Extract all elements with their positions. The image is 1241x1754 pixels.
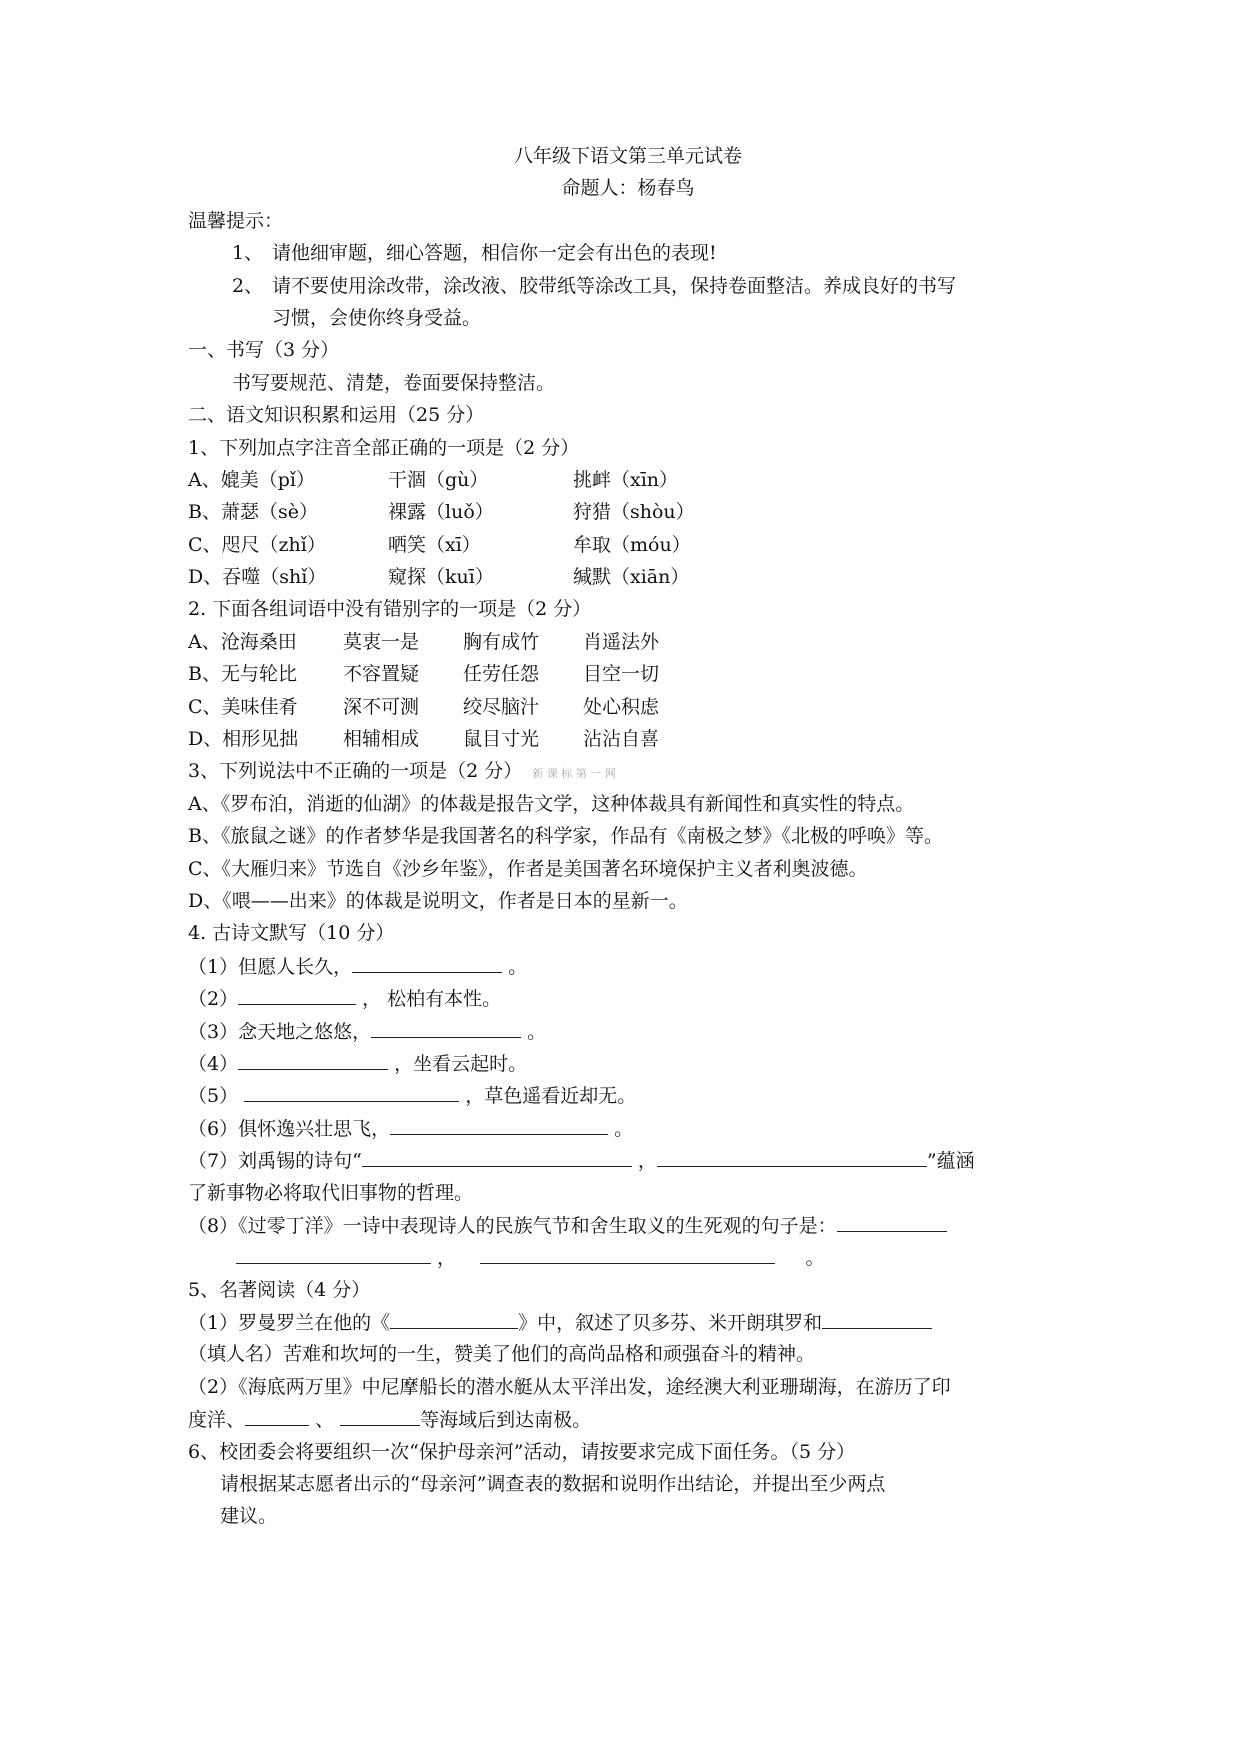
q4-item-8-cont: ， 。 [188, 1241, 1068, 1273]
answer-blank[interactable] [371, 1015, 521, 1038]
answer-blank[interactable] [362, 1144, 632, 1167]
q4-item-4: （4） ，坐看云起时。 [188, 1047, 1068, 1079]
q2-stem: 2. 下面各组词语中没有错别字的一项是（2 分） [188, 598, 592, 621]
exam-author: 命题人：杨春鸟 [561, 177, 695, 200]
q4-item-6: （6）俱怀逸兴壮思飞， 。 [188, 1112, 1068, 1144]
q4-item-3: （3）念天地之悠悠， 。 [188, 1015, 1068, 1047]
q6-line-2: 建议。 [220, 1505, 278, 1528]
answer-blank[interactable] [236, 1241, 431, 1264]
q5-line-2: （填人名）苦难和坎坷的一生，赞美了他们的高尚品格和顽强奋斗的精神。 [188, 1343, 816, 1366]
q1-option-c: C、咫尺（zhǐ） 哂笑（xī） 牟取（móu） [188, 533, 691, 556]
q4-stem: 4. 古诗文默写（10 分） [188, 922, 395, 945]
answer-blank[interactable] [657, 1144, 927, 1167]
q4-item-2: （2） ， 松柏有本性。 [188, 982, 1068, 1014]
q4-item-5: （5） ，草色遥看近却无。 [188, 1079, 1068, 1111]
answer-blank[interactable] [352, 950, 502, 973]
q1-option-d: D、吞噬（shǐ） 窥探（kuī） 缄默（xiān） [188, 566, 690, 589]
q1-option-a: A、媲美（pǐ） 干涸（gù） 挑衅（xīn） [188, 468, 679, 491]
answer-blank[interactable] [822, 1306, 932, 1329]
q2-option-c: C、美味佳肴 深不可测 绞尽脑汁 处心积虑 [188, 695, 660, 718]
answer-blank[interactable] [837, 1209, 947, 1232]
q2-option-b: B、无与轮比 不容置疑 任劳任怨 目空一切 [188, 663, 660, 686]
q6-stem: 6、校团委会将要组织一次“保护母亲河”活动，请按要求完成下面任务。（5 分） [188, 1440, 856, 1463]
exam-page [188, 140, 1068, 1533]
answer-blank[interactable] [238, 1047, 388, 1070]
section1-heading: 一、书写（3 分） [188, 339, 340, 362]
q5-line-4: 度洋、 、 等海域后到达南极。 [188, 1403, 1068, 1435]
tip-1: 1、 请他细审题，细心答题，相信你一定会有出色的表现! [232, 242, 717, 265]
answer-blank[interactable] [340, 1403, 420, 1426]
q3-option-b: B、《旅鼠之谜》的作者梦华是我国著名的科学家，作品有《南极之梦》《北极的呼唤》等。 [188, 825, 943, 848]
q5-stem: 5、名著阅读（4 分） [188, 1278, 371, 1301]
answer-blank[interactable] [244, 1079, 459, 1102]
exam-title: 八年级下语文第三单元试卷 [513, 145, 742, 167]
section2-heading: 二、语文知识积累和运用（25 分） [188, 404, 485, 427]
answer-blank[interactable] [390, 1112, 608, 1135]
q1-option-b: B、萧瑟（sè） 裸露（luǒ） 狩猎（shòu） [188, 501, 695, 524]
q4-item-7: （7）刘禹锡的诗句“ ， ”蕴涵 [188, 1144, 1068, 1176]
q1-stem: 1、下列加点字注音全部正确的一项是（2 分） [188, 436, 580, 459]
answer-blank[interactable] [238, 982, 356, 1005]
q4-item-8: （8）《过零丁洋》一诗中表现诗人的民族气节和舍生取义的生死观的句子是： [188, 1209, 1068, 1241]
tips-heading: 温馨提示： [188, 209, 284, 232]
q3-option-d: D、《喂——出来》的体裁是说明文，作者是日本的星新一。 [188, 889, 688, 912]
answer-blank[interactable] [245, 1403, 309, 1426]
answer-blank[interactable] [390, 1306, 518, 1329]
q3-stem: 3、下列说法中不正确的一项是（2 分） [188, 760, 523, 783]
watermark-text: 新 课 标 第 一 网 [532, 767, 616, 781]
q3-option-c: C、《大雁归来》节选自《沙乡年鉴》，作者是美国著名环境保护主义者利奥波德。 [188, 857, 868, 880]
section1-body: 书写要规范、清楚，卷面要保持整洁。 [232, 371, 556, 394]
q3-option-a: A、《罗布泊，消逝的仙湖》的体裁是报告文学，这种体裁具有新闻性和真实性的特点。 [188, 792, 915, 815]
q3-stem-line [188, 755, 1068, 787]
q4-item-1: （1）但愿人长久， 。 [188, 950, 1068, 982]
q4-item-7-cont: 了新事物必将取代旧事物的哲理。 [188, 1181, 474, 1204]
tip-2: 2、 请不要使用涂改带，涂改液、胶带纸等涂改工具，保持卷面整洁。养成良好的书写 [232, 274, 957, 297]
q5-line-1: （1）罗曼罗兰在他的《 》中，叙述了贝多芬、米开朗琪罗和 [188, 1306, 1068, 1338]
q6-line-1: 请根据某志愿者出示的“母亲河”调查表的数据和说明作出结论，并提出至少两点 [220, 1473, 886, 1496]
tip-2-cont: 习惯，会使你终身受益。 [272, 306, 482, 329]
q2-option-d: D、相形见拙 相辅相成 鼠目寸光 沾沾自喜 [188, 728, 660, 751]
q5-line-3: （2）《海底两万里》中尼摩船长的潜水艇从太平洋出发，途经澳大利亚珊瑚海，在游历了印 [188, 1375, 951, 1398]
answer-blank[interactable] [480, 1241, 775, 1264]
q2-option-a: A、沧海桑田 莫衷一是 胸有成竹 肖遥法外 [188, 630, 660, 653]
